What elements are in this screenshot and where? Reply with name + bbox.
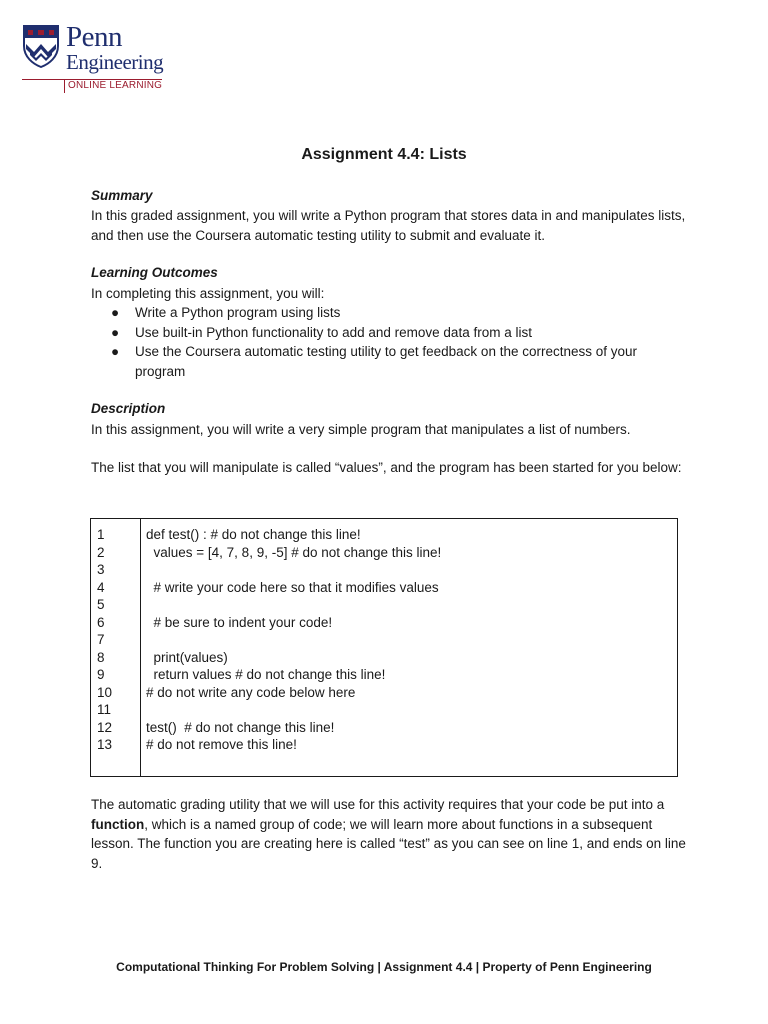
code-line: values = [4, 7, 8, 9, -5] # do not change this line! [146,544,442,560]
line-number: 9 [97,667,105,682]
page-footer: Computational Thinking For Problem Solving | Assignment 4.4 | Property of Penn Engineering [116,960,652,974]
code-lines [146,526,441,754]
line-number: 12 [97,719,113,735]
function-term: function [91,816,145,832]
code-line [146,701,441,719]
bullet-icon: ● [111,324,120,340]
description-heading: Description [91,401,166,416]
outcomes-list [91,303,691,381]
line-number: 6 [97,614,105,630]
code-line [146,561,441,579]
description-text-2: The list that you will manipulate is called “values”, and the program has been started for you below: [91,460,682,475]
line-number: 10 [97,684,113,700]
line-numbers [97,526,112,754]
outcomes-intro: In completing this assignment, you will: [91,286,325,301]
line-number: 7 [97,632,105,647]
list-item: ● Use built-in Python functionality to add and remove data from a list [91,323,691,343]
closing-text: The automatic grading utility that we will use for this activity requires that your code be put into a function, which is a named group of code; we will learn more about functions in a subsequent lesson. The function you are creating here is called “test” as you can see on line 1, and ends on line 9. [91,797,686,871]
code-line: def test() : # do not change this line! [146,527,361,542]
line-number: 11 [97,702,112,717]
code-line: print(values) [146,649,228,665]
code-line [146,596,441,614]
line-number: 5 [97,597,105,612]
logo-sub: Engineering [66,50,164,74]
logo-name: Penn [66,21,122,53]
code-line: test() # do not change this line! [146,719,335,735]
summary-text: In this graded assignment, you will write a Python program that stores data in and manipulates lists, and then use the Coursera automatic testing utility to submit and evaluate it. [91,208,686,243]
list-item: ● Write a Python program using lists [91,303,691,323]
description-text-1: In this assignment, you will write a very simple program that manipulates a list of numbers. [91,422,631,437]
bullet-icon: ● [111,305,120,320]
code-listing [90,518,678,777]
logo-rule-vertical [64,79,65,93]
code-line: # do not remove this line! [146,737,297,752]
code-line: # write your code here so that it modifies values [146,579,439,595]
summary-heading: Summary [91,188,153,203]
line-number: 2 [97,544,105,560]
code-line: # do not write any code below here [146,684,356,700]
logo-tagline: ONLINE LEARNING [68,80,163,91]
page-title: Assignment 4.4: Lists [301,146,467,163]
line-number: 8 [97,649,105,665]
outcomes-heading: Learning Outcomes [91,265,218,280]
code-line [146,631,441,649]
line-number: 4 [97,579,105,595]
list-item: ● Use the Coursera automatic testing utility to get feedback on the correctness of your program [111,344,638,379]
line-number: 3 [97,562,105,577]
penn-shield-icon [22,24,60,68]
penn-engineering-logo [22,22,172,94]
code-line: return values # do not change this line! [146,667,386,682]
bullet-icon: ● [111,344,120,359]
line-number: 1 [97,527,105,542]
code-line: # be sure to indent your code! [146,614,333,630]
code-divider [140,519,141,776]
line-number: 13 [97,737,113,752]
